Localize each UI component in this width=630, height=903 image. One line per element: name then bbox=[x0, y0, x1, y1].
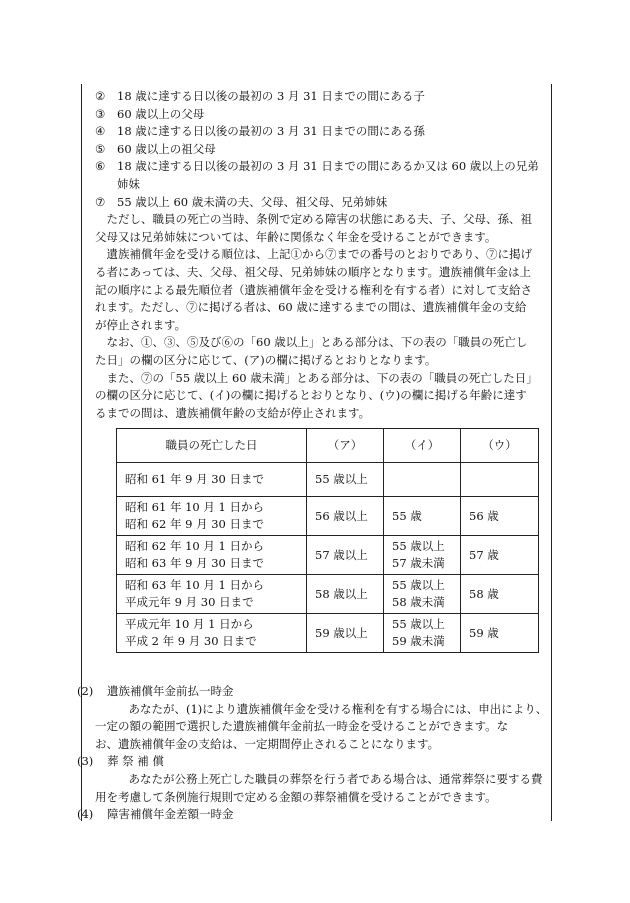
section-heading: (2) 遺族補償年金前払一時金 bbox=[77, 684, 234, 698]
col-a-cell: 56 歳以上 bbox=[307, 497, 384, 536]
table-row bbox=[117, 536, 539, 575]
paragraph-line: 一定の額の範囲で選択した遺族補償年金前払一時金を受けることができます。な bbox=[95, 719, 509, 734]
paragraph-line: お、遺族補償年金の支給は、一定期間停止されることになります。 bbox=[95, 736, 440, 751]
paragraph-line: れます。ただし、⑦に掲げる者は、60 歳に達するまでの間は、遺族補償年金の支給 bbox=[95, 300, 527, 315]
list-item: ⑦ 55 歳以上 60 歳未満の夫、父母、祖父母、兄弟姉妹 bbox=[95, 194, 388, 209]
list-item: ② 18 歳に達する日以後の最初の 3 月 31 日までの間にある子 bbox=[95, 89, 425, 103]
date-cell: 昭和 62 年 10 月 1 日から 昭和 63 年 9 月 30 日まで bbox=[117, 536, 307, 575]
table-header-cell: （ア） bbox=[307, 429, 384, 463]
paragraph-line: あなたが、(1)により遺族補償年金を受ける権利を有する場合には、申出により、 bbox=[117, 701, 548, 716]
col-u-cell: 59 歳 bbox=[461, 614, 539, 653]
table-row bbox=[117, 614, 539, 653]
table-row bbox=[117, 575, 539, 614]
date-cell: 昭和 61 年 9 月 30 日まで bbox=[117, 463, 307, 497]
table-header-cell: （ウ） bbox=[461, 429, 539, 463]
beneficiary-list-section bbox=[95, 88, 545, 422]
col-u-cell bbox=[461, 463, 539, 497]
paragraph-line: 遺族補償年金を受ける順位は、上記①から⑦までの番号のとおりであり、⑦に掲げ bbox=[95, 247, 532, 262]
col-i-cell: 55 歳 bbox=[384, 497, 461, 536]
subsequent-sections bbox=[77, 683, 550, 824]
col-i-cell: 55 歳以上 57 歳未満 bbox=[384, 536, 461, 575]
list-item: ⑤ 60 歳以上の祖父母 bbox=[95, 141, 216, 156]
col-i-cell bbox=[384, 463, 461, 497]
list-item-continuation: 姉妹 bbox=[117, 176, 140, 191]
table-row bbox=[117, 497, 539, 536]
paragraph-line: 記の順序による最先順位者（遺族補償年金を受ける権利を有する者）に対して支給さ bbox=[95, 282, 532, 297]
paragraph-line: 父母又は兄弟姉妹については、年齢に関係なく年金を受けることができます。 bbox=[95, 229, 497, 244]
table-header-cell: 職員の死亡した日 bbox=[117, 429, 307, 463]
paragraph-line: なお、①、③、⑤及び⑥の「60 歳以上」とある部分は、下の表の「職員の死亡し bbox=[95, 335, 528, 350]
col-a-cell: 59 歳以上 bbox=[307, 614, 384, 653]
table-header-cell: （イ） bbox=[384, 429, 461, 463]
table-header-row bbox=[117, 429, 539, 463]
table-row bbox=[117, 463, 539, 497]
age-threshold-table bbox=[116, 428, 539, 653]
right-border-rule bbox=[551, 84, 552, 821]
col-u-cell: 57 歳 bbox=[461, 536, 539, 575]
date-cell: 平成元年 10 月 1 日から 平成 2 年 9 月 30 日まで bbox=[117, 614, 307, 653]
paragraph-line: る者にあっては、夫、父母、祖父母、兄弟姉妹の順序となります。遺族補償年金は上 bbox=[95, 264, 531, 279]
list-item: ⑥ 18 歳に達する日以後の最初の 3 月 31 日までの間にあるか又は 60 歳以上の兄弟 bbox=[95, 159, 539, 174]
left-border-rule bbox=[81, 84, 82, 821]
col-u-cell: 56 歳 bbox=[461, 497, 539, 536]
col-a-cell: 57 歳以上 bbox=[307, 536, 384, 575]
paragraph-line: の欄の区分に応じて、(イ)の欄に掲げるとおりとなり、(ウ)の欄に掲げる年齢に達す bbox=[95, 388, 527, 403]
list-item: ③ 60 歳以上の父母 bbox=[95, 106, 205, 121]
date-cell: 昭和 63 年 10 月 1 日から 平成元年 9 月 30 日まで bbox=[117, 575, 307, 614]
paragraph-line: また、⑦の「55 歳以上 60 歳未満」とある部分は、下の表の「職員の死亡した日」 bbox=[95, 370, 538, 385]
col-a-cell: 55 歳以上 bbox=[307, 463, 384, 497]
paragraph-line: 用を考慮して条例施行規則で定める金額の葬祭補償を受けることができます。 bbox=[95, 789, 497, 804]
paragraph-line: た日」の欄の区分に応じて、(ア)の欄に掲げるとおりとなります。 bbox=[95, 352, 437, 367]
paragraph-line: が停止されます。 bbox=[95, 317, 187, 332]
date-cell: 昭和 61 年 10 月 1 日から 昭和 62 年 9 月 30 日まで bbox=[117, 497, 307, 536]
list-item: ④ 18 歳に達する日以後の最初の 3 月 31 日までの間にある孫 bbox=[95, 124, 425, 139]
paragraph-line: あなたが公務上死亡した職員の葬祭を行う者である場合は、通常葬祭に要する費 bbox=[117, 771, 543, 786]
col-u-cell: 58 歳 bbox=[461, 575, 539, 614]
paragraph-line: るまでの間は、遺族補償年齢の支給が停止されます。 bbox=[95, 405, 371, 420]
col-a-cell: 58 歳以上 bbox=[307, 575, 384, 614]
section-heading: (4) 障害補償年金差額一時金 bbox=[77, 807, 234, 822]
col-i-cell: 55 歳以上 58 歳未満 bbox=[384, 575, 461, 614]
section-heading: (3) 葬 祭 補 償 bbox=[77, 754, 164, 769]
col-i-cell: 55 歳以上 59 歳未満 bbox=[384, 614, 461, 653]
paragraph-line: ただし、職員の死亡の当時、条例で定める障害の状態にある夫、子、父母、孫、祖 bbox=[95, 212, 532, 227]
